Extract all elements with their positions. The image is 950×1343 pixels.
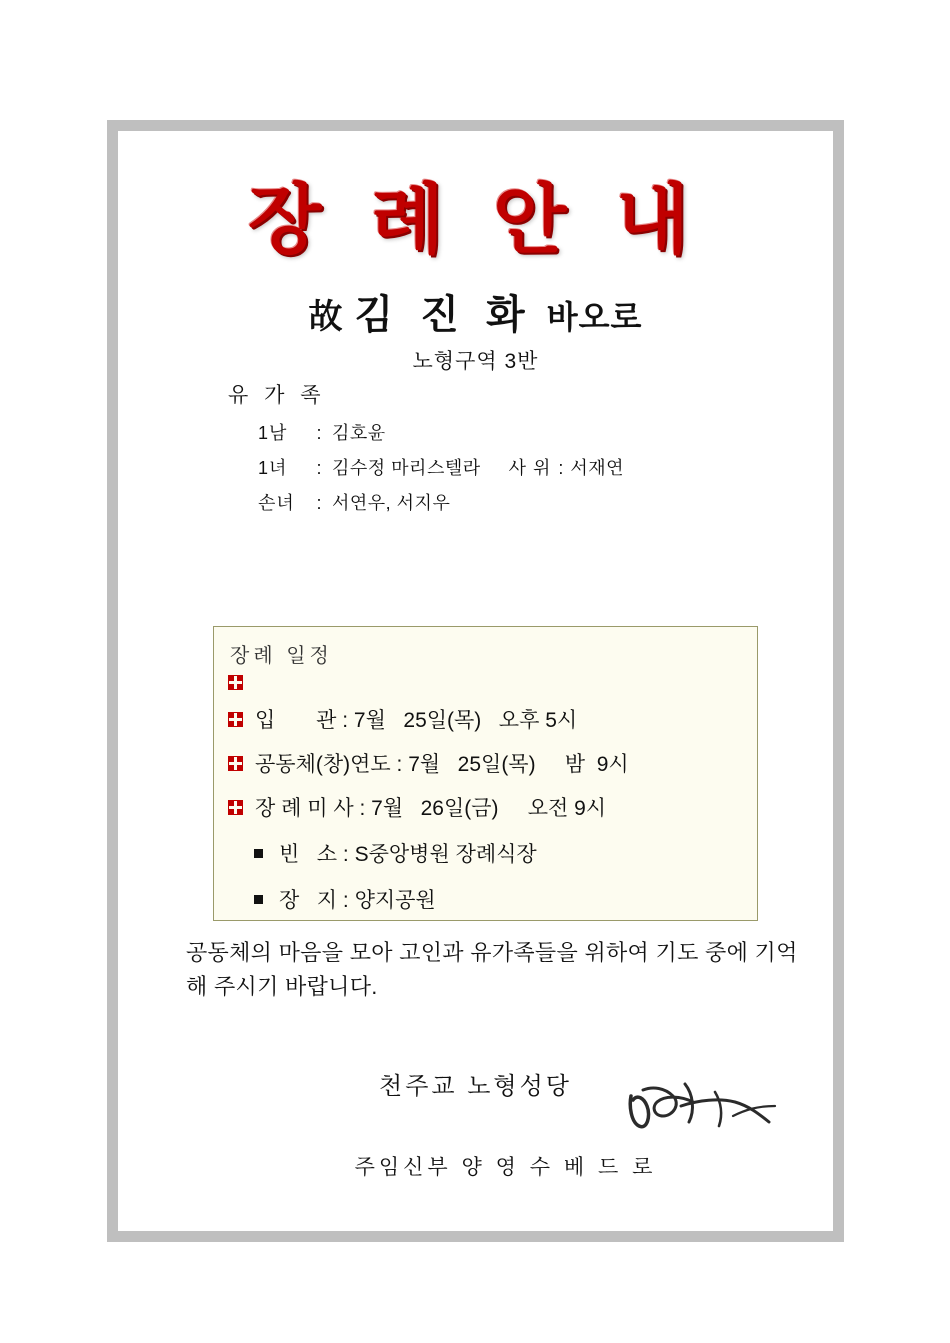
schedule-item [214, 748, 757, 778]
cross-icon [228, 756, 243, 771]
schedule-item-text: 공동체(창)연도 : 7월 25일(목) 밤 9시 [255, 753, 629, 776]
deceased-baptismal-name: 바오로 [546, 299, 643, 335]
family-row [228, 419, 624, 445]
decorative-frame [107, 120, 844, 1242]
schedule-heading: 장례 일정 [230, 645, 333, 667]
family-colon: : [316, 493, 322, 513]
location-item-text: 빈 소 : S중앙병원 장례식장 [279, 843, 537, 866]
schedule-item [214, 792, 757, 822]
location-item [214, 884, 757, 914]
family-colon: : [316, 423, 322, 443]
schedule-item-text: 입 관 : 7월 25일(목) 오후 5시 [255, 709, 578, 732]
family-row [228, 454, 624, 480]
schedule-item [214, 674, 757, 690]
parish-name: 천주교 노형성당 [379, 1073, 572, 1100]
family-relation: 1남 [258, 423, 288, 443]
family-spouse-colon: : [558, 458, 564, 478]
cross-icon [228, 800, 243, 815]
deceased-name-line [118, 283, 833, 340]
deceased-prefix: 故 [308, 298, 345, 336]
family-relation: 손녀 [258, 493, 295, 513]
location-item [214, 838, 757, 868]
family-row [228, 489, 624, 515]
family-spouse-name: 서재연 [570, 458, 625, 478]
family-relation: 1녀 [258, 458, 288, 478]
location-item-text: 장 지 : 양지공원 [279, 889, 436, 912]
schedule-box [213, 626, 758, 921]
notice-body [118, 131, 833, 1231]
schedule-item-text: 장 례 미 사 : 7월 26일(금) 오전 9시 [255, 797, 607, 820]
family-colon: : [316, 458, 322, 478]
square-bullet-icon [254, 849, 263, 858]
family-heading: 유 가 족 [228, 384, 326, 407]
family-spouse-label: 사 위 [508, 458, 552, 478]
deceased-name: 김 진 화 [354, 293, 533, 337]
priest-name: 주임신부 양 영 수 베 드 로 [354, 1156, 657, 1179]
cross-icon [228, 675, 243, 690]
family-names: 김수정 마리스텔라 [332, 458, 481, 478]
cross-icon [228, 712, 243, 727]
district-label: 노형구역 3반 [412, 350, 539, 373]
signature-mark [623, 1076, 783, 1146]
page-title: 장 례 안 내 [247, 178, 703, 263]
schedule-item [214, 704, 757, 734]
square-bullet-icon [254, 895, 263, 904]
closing-message: 공동체의 마음을 모아 고인과 유가족들을 위하여 기도 중에 기억해 주시기 바랍니다. [186, 940, 798, 1000]
family-names: 서연우, 서지우 [332, 493, 451, 513]
family-names: 김호윤 [332, 423, 386, 443]
family-section [228, 379, 624, 515]
